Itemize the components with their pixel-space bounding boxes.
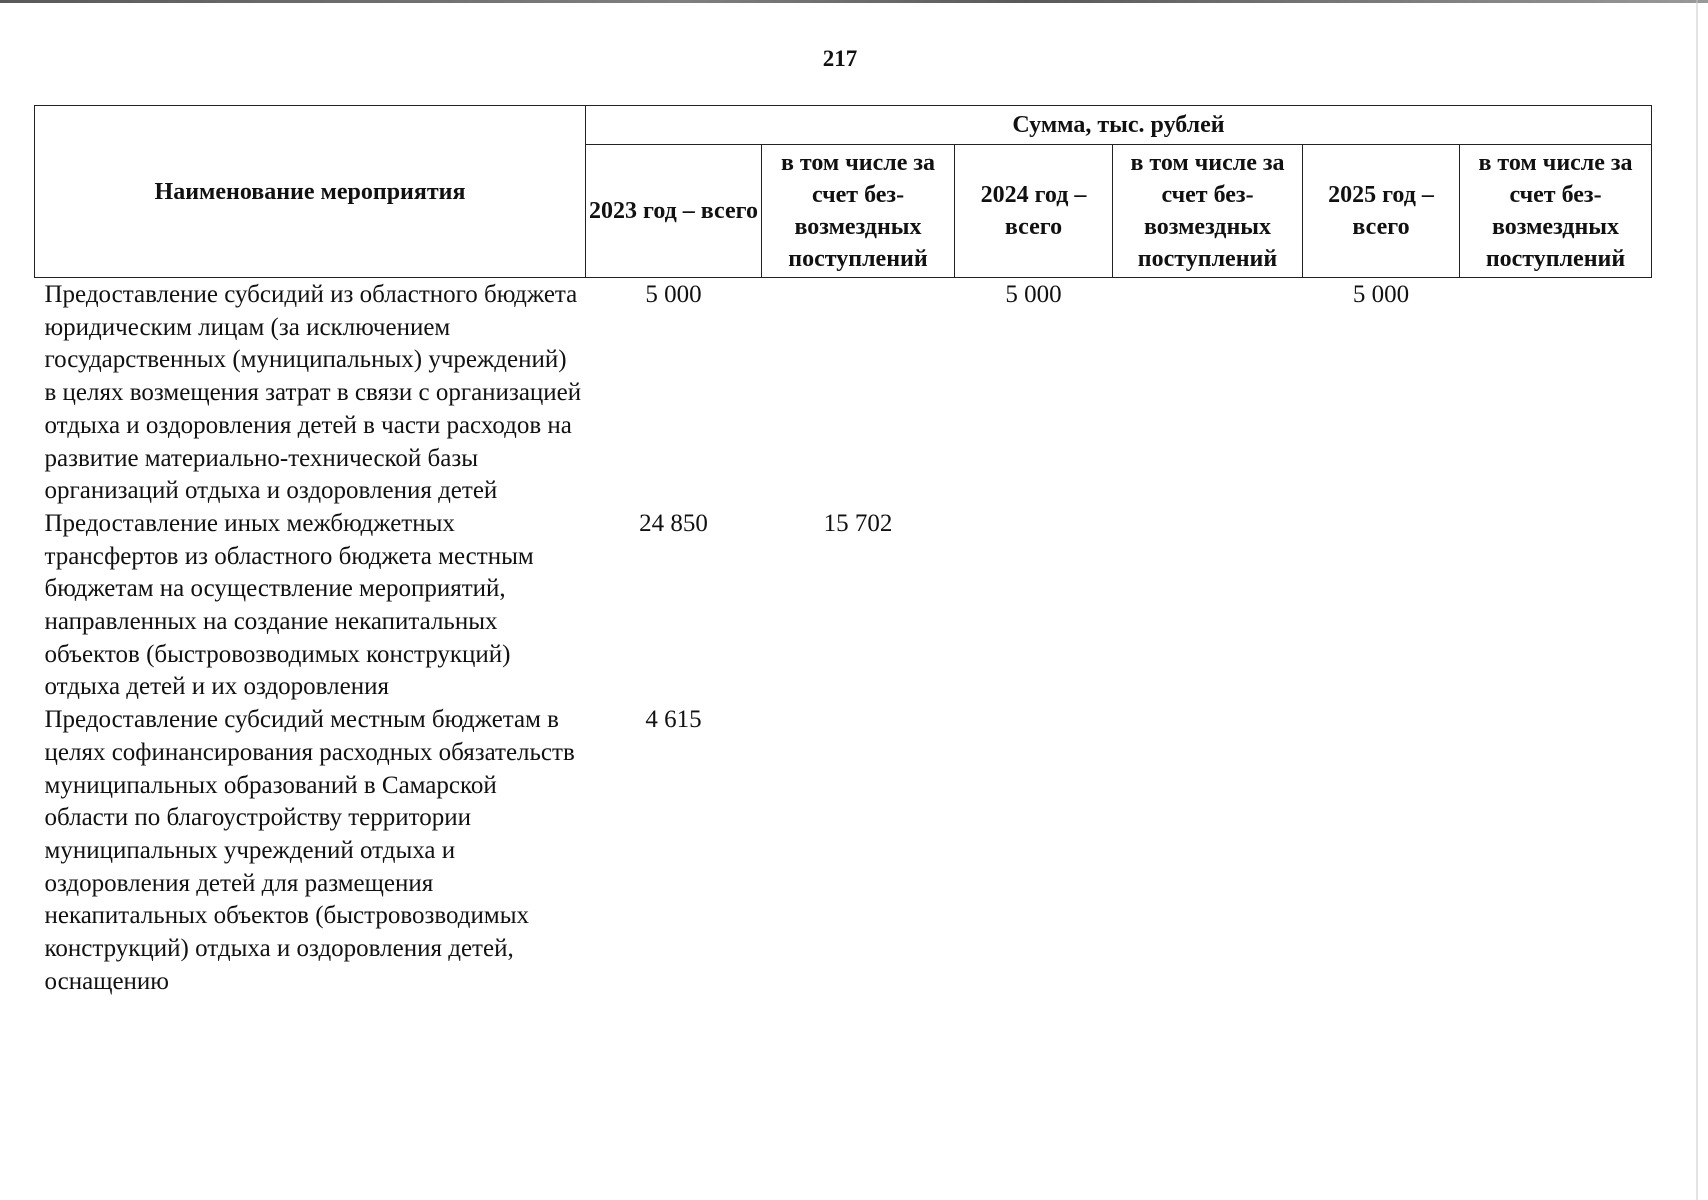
- table-row: [35, 278, 1652, 508]
- row-name: Предоставление субсидий из областного бюджета юридическим лицам (за исключением государственных (муниципальных) учреждений) в целях возмещения затрат в связи с организацией отдыха и оздоровления детей в части расходов на развитие материально-технической базы организаций отдыха и оздоровления детей: [44, 281, 582, 505]
- row-name: Предоставление субсидий местным бюджетам в целях софинансирования расходных обязательств муниципальных образований в Самарской области по благоустройству территории муниципальных учреждений отдыха и оздоровления детей для размещения некапитальных объектов (быстровозводимых конструкций) отдыха и оздоровления детей, оснащению: [44, 706, 575, 995]
- scan-edge-line: [0, 0, 1708, 3]
- row-name: Предоставление иных межбюджетных трансфертов из областного бюджета местным бюджетам на осуществление мероприятий, направленных на создание некапитальных объектов (быстровозводимых конструкций) отдыха детей и их оздоровления: [44, 509, 534, 701]
- value-2025-gratuitous: [1460, 508, 1652, 704]
- header-2024-total: 2024 год – всего: [955, 145, 1113, 278]
- value-2023-total: 5 000: [645, 281, 702, 308]
- header-2025-gratuitous: в том числе за счет без-возмездных поступлений: [1460, 145, 1652, 278]
- value-2024-total: [955, 508, 1113, 704]
- budget-table: [34, 105, 1652, 998]
- value-2023-gratuitous: [762, 278, 955, 508]
- value-2025-total: [1303, 704, 1460, 998]
- page-number: 217: [822, 46, 858, 71]
- value-2023-total: 4 615: [645, 706, 702, 734]
- table-row: [35, 508, 1652, 704]
- value-2025-total: [1303, 508, 1460, 704]
- header-amount-group: Сумма, тыс. рублей: [586, 106, 1652, 145]
- header-2024-gratuitous: в том числе за счет без-возмездных поступлений: [1113, 145, 1303, 278]
- header-2023-total: 2023 год – всего: [586, 145, 762, 278]
- value-2025-gratuitous: [1460, 704, 1652, 998]
- value-2024-total: [955, 704, 1113, 998]
- value-2025-total: 5 000: [1352, 281, 1410, 308]
- table-row: [35, 704, 1652, 998]
- value-2023-gratuitous: [762, 704, 955, 998]
- value-2024-gratuitous: [1113, 704, 1303, 998]
- header-2025-total: 2025 год – всего: [1303, 145, 1460, 278]
- value-2025-gratuitous: [1460, 278, 1652, 508]
- value-2023-gratuitous: 15 702: [823, 509, 893, 537]
- value-2024-gratuitous: [1113, 278, 1303, 508]
- value-2024-gratuitous: [1113, 508, 1303, 704]
- value-2024-total: 5 000: [1005, 281, 1062, 308]
- scan-right-edge: [1696, 0, 1698, 1200]
- header-2023-gratuitous: в том числе за счет без-возмездных поступлений: [762, 145, 955, 278]
- header-name-column: Наименование мероприятия: [35, 106, 586, 278]
- value-2023-total: 24 850: [639, 509, 708, 537]
